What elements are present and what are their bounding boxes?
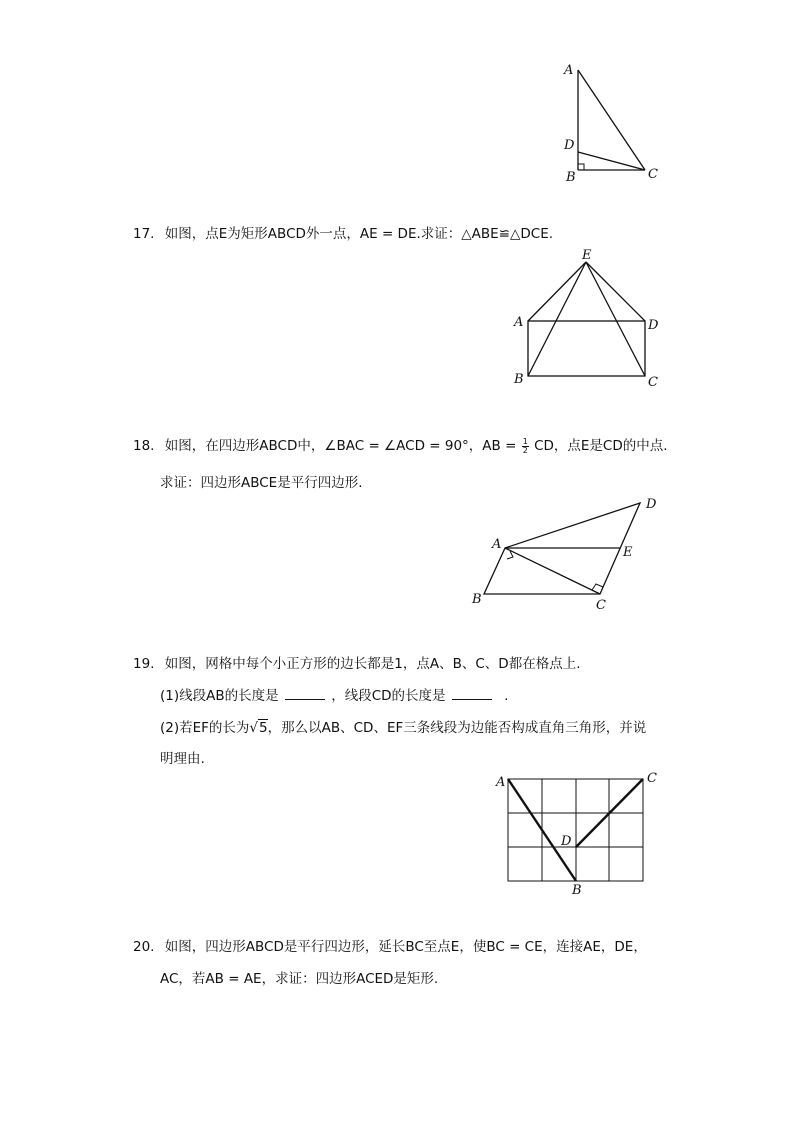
question-text-cont: AC，若AB = AE，求证：四边形ACED是矩形. (160, 971, 439, 987)
question-20-line2 (160, 967, 438, 987)
question-19-part1 (160, 684, 508, 704)
question-number: 18. (133, 438, 155, 454)
rectangle-with-triangle (528, 262, 645, 376)
question-18-line2 (160, 471, 363, 491)
label-e: E (623, 545, 633, 560)
question-number: 20. (133, 939, 155, 955)
part1-text-c: . (504, 688, 509, 704)
label-d: D (648, 318, 659, 333)
label-c: C (647, 771, 657, 786)
triangle-abc (578, 70, 645, 170)
question-17 (133, 222, 553, 242)
part2-text-c: 明理由. (160, 751, 205, 767)
label-c: C (596, 598, 606, 613)
sqrt-symbol: √ (249, 720, 259, 736)
question-text-b: CD，点E是CD的中点. (534, 438, 668, 454)
label-a: A (492, 537, 502, 552)
label-a: A (496, 775, 506, 790)
label-d: D (561, 834, 572, 849)
label-b: B (514, 372, 524, 387)
fraction-one-half (522, 438, 529, 455)
answer-blank-cd[interactable] (452, 687, 492, 700)
part2-text-b: ，那么以AB、CD、EF三条线段为边能否构成直角三角形，并说 (267, 720, 647, 736)
question-19-part2 (160, 716, 646, 736)
label-b: B (572, 883, 582, 898)
part1-text-b: ，线段CD的长度是 (331, 688, 446, 704)
question-number: 17. (133, 226, 155, 242)
label-a: A (564, 63, 574, 78)
question-text: 如图，点E为矩形ABCD外一点，AE = DE.求证：△ABE≌△DCE. (164, 226, 554, 242)
quadrilateral-abcd (484, 503, 640, 594)
label-d: D (646, 497, 657, 512)
question-text: 如图，四边形ABCD是平行四边形，延长BC至点E，使BC = CE，连接AE，DE， (164, 939, 647, 955)
label-a: A (514, 315, 524, 330)
label-c: C (648, 167, 658, 182)
label-d: D (564, 138, 575, 153)
segment-ab (508, 779, 576, 881)
part2-text-a: (2)若EF的长为 (160, 720, 250, 736)
question-text: 如图，网格中每个小正方形的边长都是1，点A、B、C、D都在格点上. (164, 656, 581, 672)
fraction-denominator: 2 (522, 445, 528, 455)
sqrt-value: 5 (259, 720, 268, 736)
question-20-line1 (133, 935, 647, 955)
question-19-line1 (133, 652, 580, 672)
question-text: 求证：四边形ABCE是平行四边形. (160, 475, 363, 491)
grid-4x3 (508, 779, 643, 881)
label-b: B (566, 170, 576, 185)
fraction-numerator: 1 (522, 436, 528, 446)
segment-cd (576, 779, 643, 847)
question-18-line1 (133, 434, 668, 455)
label-e: E (582, 248, 592, 263)
label-c: C (648, 375, 658, 390)
question-number: 19. (133, 656, 155, 672)
question-text-a: 如图，在四边形ABCD中，∠BAC = ∠ACD = 90°，AB = (164, 438, 517, 454)
label-b: B (472, 592, 482, 607)
part1-text-a: (1)线段AB的长度是 (160, 688, 279, 704)
question-19-part2-cont (160, 747, 205, 767)
answer-blank-ab[interactable] (285, 687, 325, 700)
